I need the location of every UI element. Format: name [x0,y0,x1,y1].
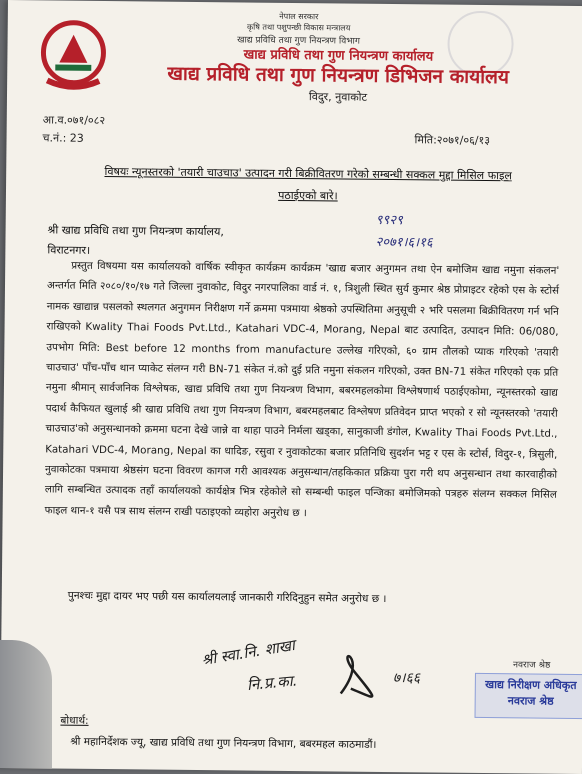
recipient-office: श्री खाद्य प्रविधि तथा गुण नियन्त्रण कार्यालय, [47,223,224,239]
subject [58,161,558,210]
subject-line-1: विषयः न्यूनस्तरको 'तयारी चाउचाउ' उत्पादन गरी बिक्रीवितरण गरेको सम्बन्धी सक्कल मुद्दा मिसिल फाइल [104,165,512,183]
fiscal-year: आ.व.०७१/०८२ [42,113,106,128]
cc-label: बोधार्थ: [60,714,89,727]
recipient-place: विराटनगर। [47,243,91,257]
letter-date: मिति:२०७१/०६/१३ [414,133,491,148]
handwritten-date: ७।६६ [392,670,421,687]
page-fold [0,640,52,768]
stamp-name: नवराज श्रेष्ठ [507,694,554,708]
signature-scribble-icon [331,643,382,704]
officer-stamp [475,673,582,719]
received-number: ९९२९ [375,212,403,229]
handwritten-note-1: श्री स्वा.नि. शाखा [200,635,297,670]
letter-body: प्रस्तुत विषयमा यस कार्यालयको वार्षिक स्वीकृत कार्यक्रम कार्यक्रम 'खाद्य बजार अनुगमन तथा ऐन बमोजिम खाद्य नमुना संकलन' अन्तर्गत मिति २०८०/१०/१७ गते जिल्ला नुवाकोट, विदुर नगरपालिका वार्ड नं. १, त्रिशुली स्थित सुर्य कुमार श्रेष्ठ प्रोप्राइटर रहेको एस के स्टोर्स नामक खाद्यान्न पसलको स्थलगत अनुगमन निरीक्षण गर्ने क्रममा पत्रमाया श्रेष्ठको उपस्थितिमा अनुसूची २ भरि पसलमा बिक्रीवितरण गर्न भनि राखिएको Kwality Thai Foods Pvt.Ltd., Katahari VDC-4, Morang, Nepal बाट उत्पादित, उत्पादन मिति: 06/080, उपभोग मिति: Best before 12 months from manufacture उल्लेख गरिएको, ६० ग्राम तौलको प्याक गरिएको 'तयारी चाउचाउ' पाँच-पाँच थान प्याकेट संलग्न गरी BN-71 संकेत नं.को दुई प्रति नमुना संकलन गरिएको, उक्त BN-71 संकेत गरिएको एक प्रति नमुना श्रीमान् सार्वजनिक विश्लेषक, खाद्य प्रविधि तथा गुण नियन्त्रण विभाग, बबरमहलकोमा विश्लेषणार्थ पठाईएकोमा, न्यूनस्तरको खाद्य पदार्थ कैफियत खुलाई श्री खाद्य प्रविधि तथा गुण नियन्त्रण विभाग, बबरमहलबाट विश्लेषण प्रतिवेदन प्राप्त भएको र सो न्यूनस्तरको 'तयारी चाउचाउ'को अनुसन्धानको क्रममा घटना देखे जान्ने वा थाहा पाउने निर्मला खड्का, सानुकाजी डंगोल, Kwality Thai Foods Pvt.Ltd., Katahari VDC-4, Morang, Nepal का धादिङ, रसुवा र नुवाकोटका बजार प्रतिनिधि सुदर्शन भट्ट र एस के स्टोर्स, विदुर-१, त्रिसुली, नुवाकोटका पत्रमाया श्रेष्ठसंग घटना विवरण कागज गरी आवश्यक अनुसन्धान/तहकिकात प्रक्रिया पुरा गरी थप अनुसन्धान तथा कारवाहीको लागि सम्बन्धित उत्पादक तहाँ कार्यालयको कार्यक्षेत्र भित्र रहेकोले सो सम्बन्धी फाइल पन्जिका बमोजिमको पत्रहरु संलग्न सक्कल मिसिल फाइल थान-१ यसै पत्र साथ संलग्न राखी पठाइएको व्यहोरा अनुरोध छ । [44,259,560,520]
header-division-office: खाद्य प्रविधि तथा गुण नियन्त्रण डिभिजन कार्यालय [167,62,510,89]
officer-name: नवराज श्रेष्ठ [513,660,551,671]
received-date: २०७१।६।१६ [375,234,433,251]
cc-recipient: श्री महानिर्देशक ज्यू, खाद्य प्रविधि तथा गुण नियन्त्रण विभाग, बबरमहल काठमाडौं। [70,735,377,751]
handwritten-note-2: नि.प्र.का. [246,671,299,695]
header-location: विदुर, नुवाकोट [308,90,368,104]
stamp-title: खाद्य निरीक्षण अधिकृत [485,678,577,692]
dispatch-number: च.नं.: 23 [42,131,84,145]
postscript: पुनश्चः मुद्दा दायर भए पछी यस कार्यालयलाई जानकारी गरिदिनुहुन समेत अनुरोध छ । [67,589,387,605]
header-office: खाद्य प्रविधि तथा गुण नियन्त्रण कार्यालय [243,47,434,65]
header-line-2: कृषि तथा पशुपन्छी विकास मन्त्रालय [247,22,351,33]
header-line-1: नेपाल सरकार [279,11,319,22]
subject-line-2: पठाईएको बारे। [278,188,338,203]
header-line-3: खाद्य प्रविधि तथा गुण नियन्त्रण विभाग [237,35,361,47]
